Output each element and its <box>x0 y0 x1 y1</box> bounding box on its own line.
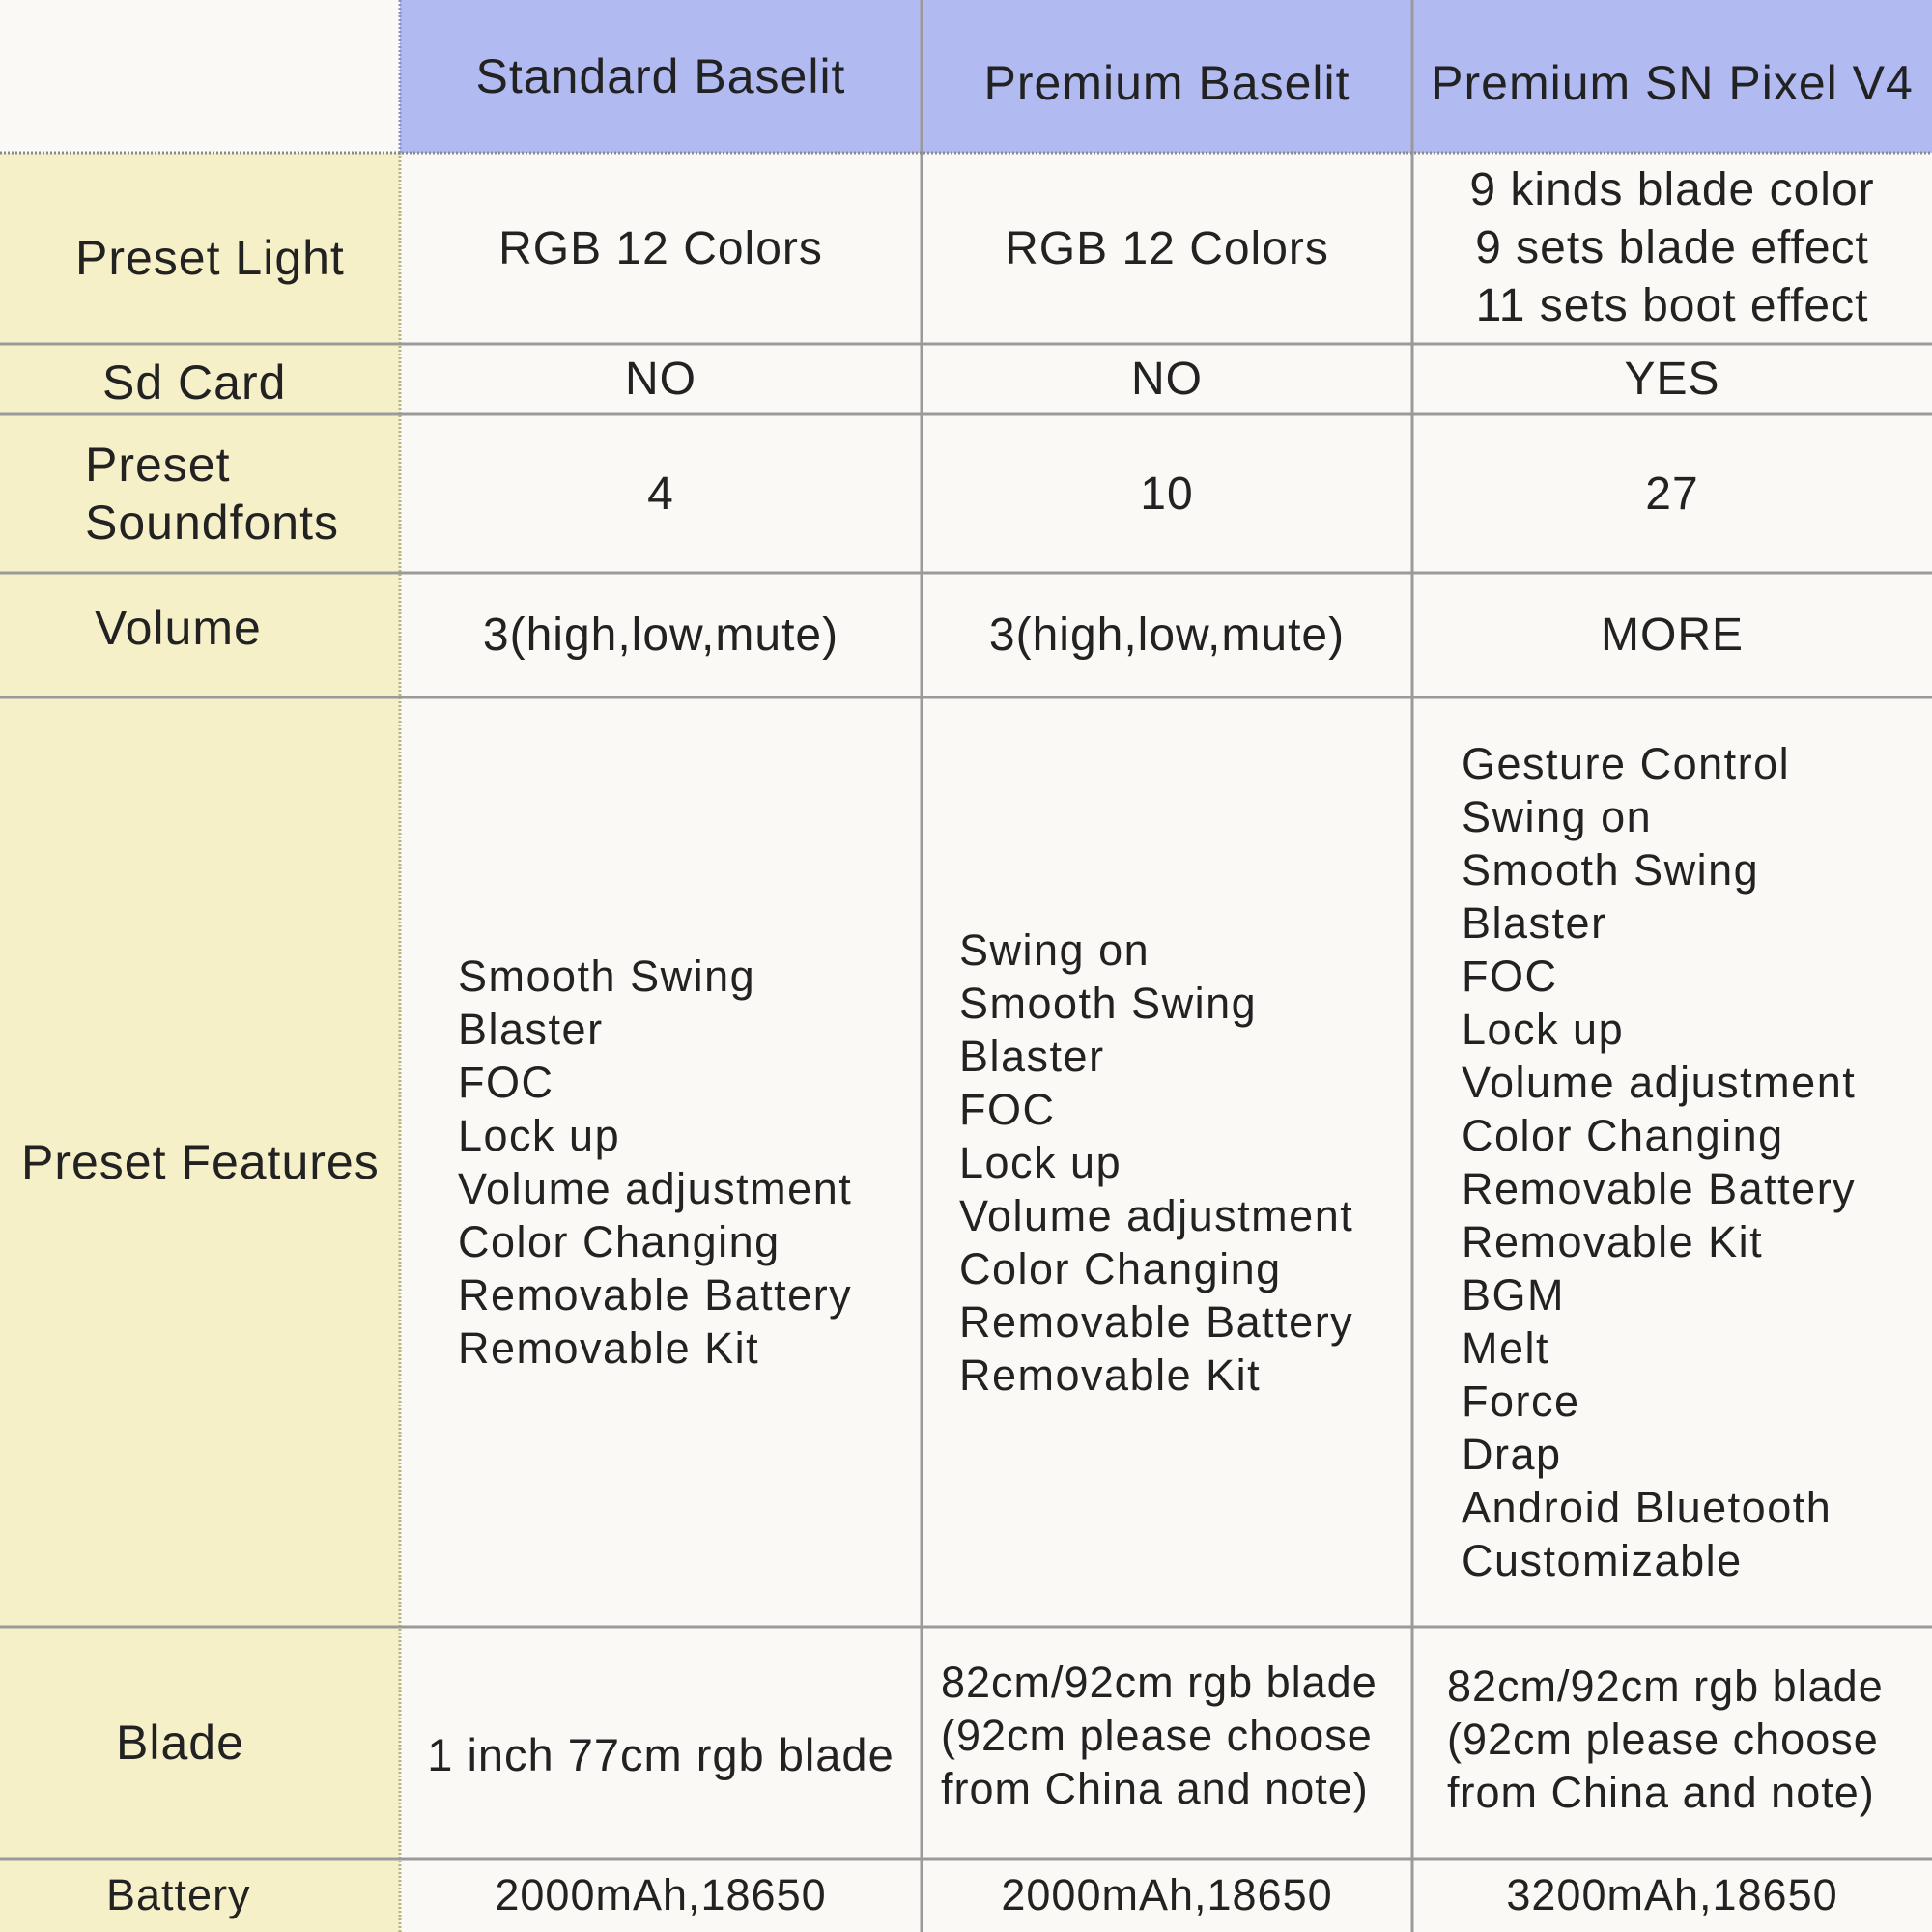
feature-item: Volume adjustment <box>959 1190 1354 1240</box>
preset-light-pixel-line: 9 kinds blade color <box>1469 164 1875 215</box>
row-label-preset-light: Preset Light <box>0 153 400 344</box>
feature-item: Volume adjustment <box>458 1164 853 1213</box>
feature-item: Smooth Swing <box>458 952 756 1001</box>
feature-item: FOC <box>458 1058 554 1107</box>
soundfonts-pixel: 27 <box>1412 414 1932 573</box>
feature-item: Color Changing <box>458 1217 781 1266</box>
row-label-preset-features: Preset Features <box>0 697 400 1627</box>
feature-item: Blaster <box>959 1031 1105 1081</box>
feature-item: Volume adjustment <box>1462 1058 1857 1107</box>
blade-pixel-line: (92cm please choose <box>1447 1714 1879 1764</box>
row-label-volume: Volume <box>0 573 400 697</box>
feature-item: Blaster <box>458 1005 604 1054</box>
feature-item: Drap <box>1462 1430 1562 1479</box>
row-label-preset-soundfonts <box>0 414 400 573</box>
features-premium-list <box>922 697 1412 1627</box>
volume-standard: 3(high,low,mute) <box>400 573 922 697</box>
blade-pixel-line: from China and note) <box>1447 1767 1875 1817</box>
blade-premium-line: 82cm/92cm rgb blade <box>941 1657 1378 1707</box>
feature-item: Blaster <box>1462 898 1607 948</box>
feature-item: Removable Kit <box>959 1350 1262 1400</box>
feature-item: Swing on <box>959 924 1151 975</box>
battery-premium: 2000mAh,18650 <box>922 1859 1412 1932</box>
feature-item: Removable Battery <box>458 1270 853 1320</box>
feature-item: Force <box>1462 1377 1580 1426</box>
feature-item: FOC <box>959 1084 1056 1134</box>
preset-light-standard: RGB 12 Colors <box>400 153 922 344</box>
feature-item: Removable Kit <box>1462 1217 1764 1266</box>
corner-cell <box>0 0 400 153</box>
blade-pixel-line: 82cm/92cm rgb blade <box>1447 1661 1884 1711</box>
feature-item: Smooth Swing <box>1462 845 1760 895</box>
soundfonts-standard: 4 <box>400 414 922 573</box>
preset-light-premium: RGB 12 Colors <box>922 153 1412 344</box>
feature-item: Lock up <box>458 1111 621 1160</box>
soundfonts-label-line: Soundfonts <box>85 496 339 550</box>
header-premium-sn-pixel-v4: Premium SN Pixel V4 <box>1412 0 1932 153</box>
header-premium-baselit: Premium Baselit <box>922 0 1412 153</box>
battery-standard: 2000mAh,18650 <box>400 1859 922 1932</box>
feature-item: Melt <box>1462 1323 1550 1373</box>
feature-item: Gesture Control <box>1462 739 1791 788</box>
feature-item: Swing on <box>1462 792 1653 841</box>
feature-item: Color Changing <box>959 1243 1282 1293</box>
volume-premium: 3(high,low,mute) <box>922 573 1412 697</box>
features-pixel-list <box>1412 697 1932 1627</box>
feature-item: Removable Battery <box>959 1296 1354 1347</box>
header-standard-baselit: Standard Baselit <box>400 0 922 153</box>
feature-item: Removable Battery <box>1462 1164 1857 1213</box>
feature-item: Color Changing <box>1462 1111 1784 1160</box>
battery-pixel: 3200mAh,18650 <box>1412 1859 1932 1932</box>
volume-pixel: MORE <box>1412 573 1932 697</box>
row-label-blade: Blade <box>0 1627 400 1859</box>
feature-item: BGM <box>1462 1270 1566 1320</box>
preset-light-pixel <box>1412 153 1932 344</box>
preset-light-pixel-line: 9 sets blade effect <box>1475 222 1869 273</box>
blade-premium-line: (92cm please choose <box>941 1710 1373 1760</box>
blade-pixel <box>1412 1627 1932 1859</box>
blade-premium <box>922 1627 1412 1859</box>
feature-item: Smooth Swing <box>959 978 1258 1028</box>
sd-card-standard: NO <box>400 344 922 414</box>
row-label-sd-card: Sd Card <box>0 344 400 414</box>
sd-card-premium: NO <box>922 344 1412 414</box>
blade-premium-line: from China and note) <box>941 1763 1369 1813</box>
soundfonts-premium: 10 <box>922 414 1412 573</box>
soundfonts-label-line: Preset <box>85 438 231 492</box>
sd-card-pixel: YES <box>1412 344 1932 414</box>
row-label-battery: Battery <box>0 1859 400 1932</box>
preset-light-pixel-line: 11 sets boot effect <box>1475 280 1869 331</box>
feature-item: Android Bluetooth <box>1462 1483 1833 1532</box>
feature-item: Lock up <box>1462 1005 1625 1054</box>
feature-item: Removable Kit <box>458 1323 760 1373</box>
feature-item: Customizable <box>1462 1536 1743 1585</box>
blade-standard: 1 inch 77cm rgb blade <box>400 1627 922 1859</box>
feature-item: FOC <box>1462 952 1558 1001</box>
feature-item: Lock up <box>959 1137 1122 1187</box>
features-standard-list <box>400 697 922 1627</box>
